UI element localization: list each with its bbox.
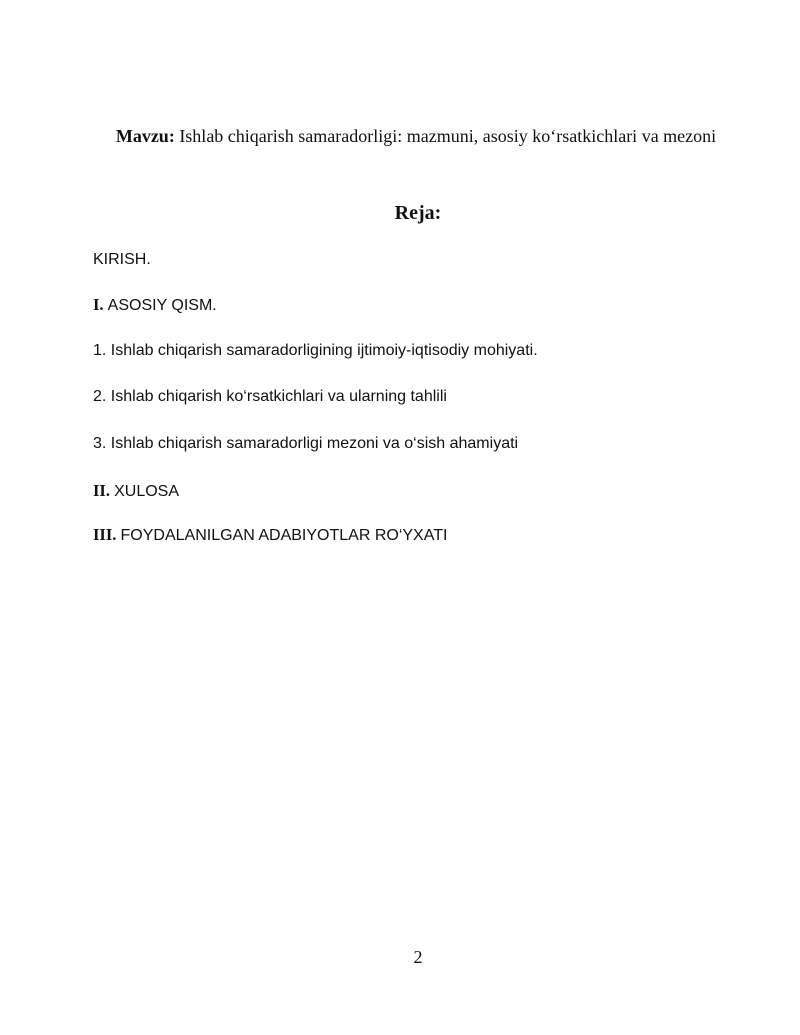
topic-text: Ishlab chiqarish samaradorligi: mazmuni, asosiy ko‘rsatkichlari va mezoni [179, 126, 717, 146]
outline-conclusion [93, 480, 179, 503]
plan-title: Reja: [394, 202, 442, 224]
outline-main-text: ASOSIY QISM. [107, 297, 217, 314]
outline-main [93, 294, 217, 317]
topic-label: Mavzu: [115, 126, 175, 146]
outline-references [93, 524, 447, 547]
outline-references-text: FOYDALANILGAN ADABIYOTLAR RO‘YXATI [120, 527, 448, 544]
outline-references-number: III. [93, 525, 117, 544]
outline-subitem-3: 3. Ishlab chiqarish samaradorligi mezoni va o‘sish ahamiyati [93, 435, 519, 452]
outline-intro: KIRISH. [93, 251, 151, 268]
outline-conclusion-number: II. [93, 481, 110, 500]
page-number: 2 [413, 947, 423, 967]
outline-main-number: I. [93, 295, 104, 314]
outline-subitem-1: 1. Ishlab chiqarish samaradorligining ijtimoiy-iqtisodiy mohiyati. [93, 342, 538, 359]
topic-heading [92, 116, 740, 156]
outline-conclusion-text: XULOSA [114, 483, 180, 500]
outline-subitem-2: 2. Ishlab chiqarish ko‘rsatkichlari va ularning tahlili [93, 388, 447, 405]
